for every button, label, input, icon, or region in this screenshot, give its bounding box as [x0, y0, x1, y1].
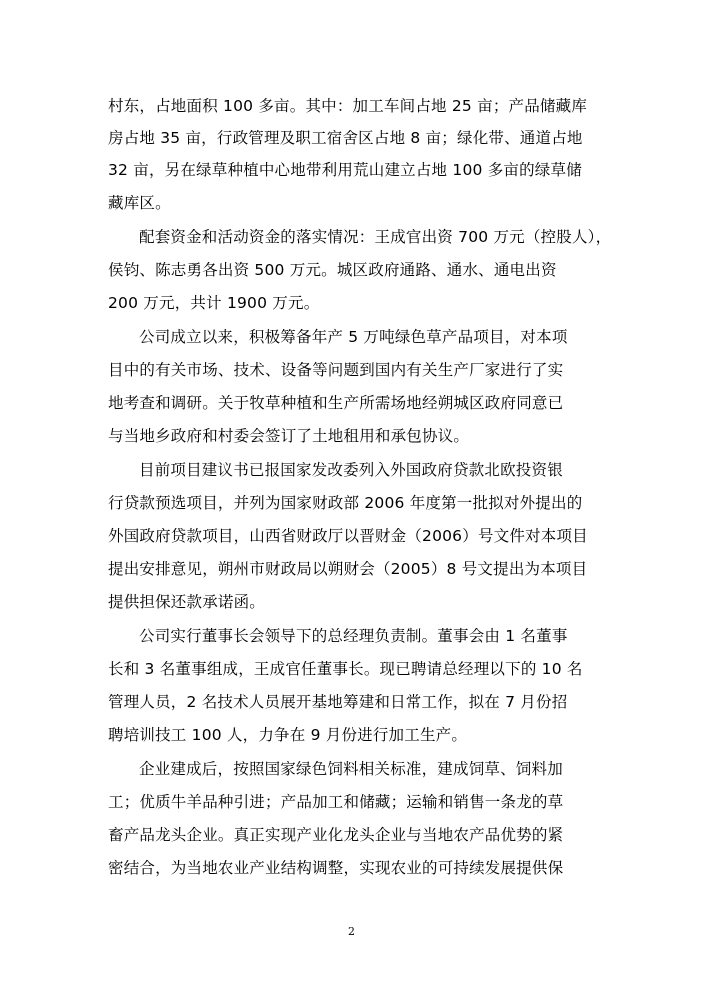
text-line: 外国政府贷款项目，山西省财政厅以晋财金（2006）号文件对本项目 [108, 527, 588, 545]
text-line: 工；优质牛羊品种引进；产品加工和储藏；运输和销售一条龙的草 [108, 793, 564, 811]
text-line: 目中的有关市场、技术、设备等问题到国内有关生产厂家进行了实 [108, 361, 564, 379]
text-line: 与当地乡政府和村委会签订了土地租用和承包协议。 [108, 427, 470, 445]
text-line: 房占地 35 亩，行政管理及职工宿舍区占地 8 亩；绿化带、通道占地 [108, 129, 583, 147]
text-line: 藏库区。 [108, 194, 171, 212]
text-line: 提供担保还款承诺函。 [108, 593, 266, 611]
text-line: 提出安排意见，朔州市财政局以朔财会（2005）8 号文提出为本项目 [108, 560, 588, 578]
text-line: 200 万元，共计 1900 万元。 [108, 294, 320, 312]
text-line: 32 亩，另在绿草种植中心地带利用荒山建立占地 100 多亩的绿草储 [108, 161, 582, 179]
text-line: 村东，占地面积 100 多亩。其中：加工车间占地 25 亩；产品储藏库 [108, 97, 588, 115]
page-number: 2 [348, 925, 355, 938]
text-line: 长和 3 名董事组成，王成官任董事长。现已聘请总经理以下的 10 名 [108, 660, 583, 678]
text-line: 密结合，为当地农业产业结构调整，实现农业的可持续发展提供保 [108, 859, 564, 877]
text-line: 企业建成后，按照国家绿色饲料相关标准，建成饲草、饲料加 [139, 760, 563, 778]
text-line: 配套资金和活动资金的落实情况：王成官出资 700 万元（控股人）， [139, 228, 612, 246]
text-line: 聘培训技工 100 人，力争在 9 月份进行加工生产。 [108, 726, 468, 744]
text-line: 公司成立以来，积极筹备年产 5 万吨绿色草产品项目，对本项 [139, 328, 568, 346]
text-line: 侯钧、陈志勇各出资 500 万元。城区政府通路、通水、通电出资 [108, 261, 557, 279]
text-line: 畜产品龙头企业。真正实现产业化龙头企业与当地农产品优势的紧 [108, 826, 564, 844]
text-line: 管理人员，2 名技术人员展开基地筹建和日常工作，拟在 7 月份招 [108, 693, 568, 711]
text-line: 地考查和调研。关于牧草种植和生产所需场地经朔城区政府同意已 [108, 394, 564, 412]
text-line: 公司实行董事长会领导下的总经理负责制。董事会由 1 名董事 [139, 627, 568, 645]
text-line: 行贷款预选项目，并列为国家财政部 2006 年度第一批拟对外提出的 [108, 494, 583, 512]
text-line: 目前项目建议书已报国家发改委列入外国政府贷款北欧投资银 [139, 461, 563, 479]
